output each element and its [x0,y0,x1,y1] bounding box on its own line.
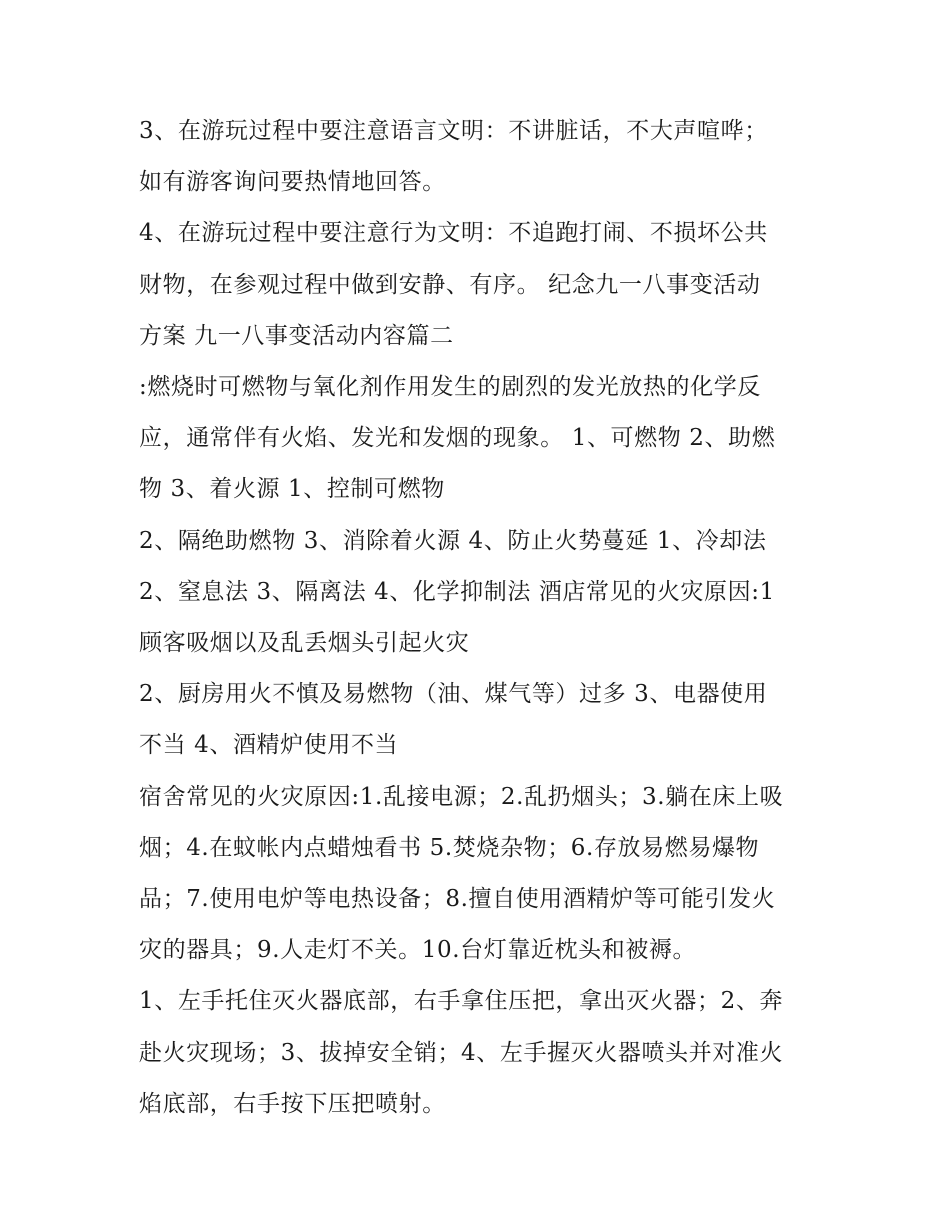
text-line: 2、厨房用火不慎及易燃物（油、煤气等）过多 3、电器使用 [139,681,768,708]
text-line: 如有游客询问要热情地回答。 [139,169,446,196]
document-body [139,106,819,1130]
text-line: 赴火灾现场；3、拔掉安全销；4、左手握灭火器喷头并对准火 [139,1039,784,1066]
text-line: 品；7.使用电炉等电热设备；8.擅自使用酒精炉等可能引发火 [139,886,776,913]
text-line: 2、窒息法 3、隔离法 4、化学抑制法 酒店常见的火灾原因:1 [139,578,775,605]
text-line: 烟；4.在蚊帐内点蜡烛看书 5.焚烧杂物；6.存放易燃易爆物 [139,834,760,861]
text-line: 灾的器具；9.人走灯不关。10.台灯靠近枕头和被褥。 [139,937,697,964]
text-line: 不当 4、酒精炉使用不当 [139,732,399,759]
text-line: 3、在游玩过程中要注意语言文明：不讲脏话，不大声喧哗； [139,118,768,144]
paragraph-dormitory-causes [139,772,819,977]
text-line: 方案 九一八事变活动内容篇二 [139,322,454,349]
text-line: 2、隔绝助燃物 3、消除着火源 4、防止火势蔓延 1、冷却法 [139,527,767,554]
text-line: :燃烧时可燃物与氧化剂作用发生的剧烈的发光放热的化学反 [139,374,761,401]
text-line: 焰底部，右手按下压把喷射。 [139,1090,446,1117]
text-line: 宿舍常见的火灾原因:1.乱接电源；2.乱扔烟头；3.躺在床上吸 [139,783,784,810]
text-line: 顾客吸烟以及乱丢烟头引起火灾 [139,630,470,657]
paragraph-combustion [139,362,819,772]
text-line: 4、在游玩过程中要注意行为文明：不追跑打闹、不损坏公共 [139,220,768,247]
text-line: 财物，在参观过程中做到安静、有序。 纪念九一八事变活动 [139,271,761,298]
text-line: 物 3、着火源 1、控制可燃物 [139,476,445,503]
text-line: 1、左手托住灭火器底部，右手拿住压把，拿出灭火器；2、奔 [139,988,784,1015]
paragraph-rules [139,106,819,362]
paragraph-extinguisher-steps [139,976,819,1130]
text-line: 应，通常伴有火焰、发光和发烟的现象。 1、可燃物 2、助燃 [139,425,776,452]
